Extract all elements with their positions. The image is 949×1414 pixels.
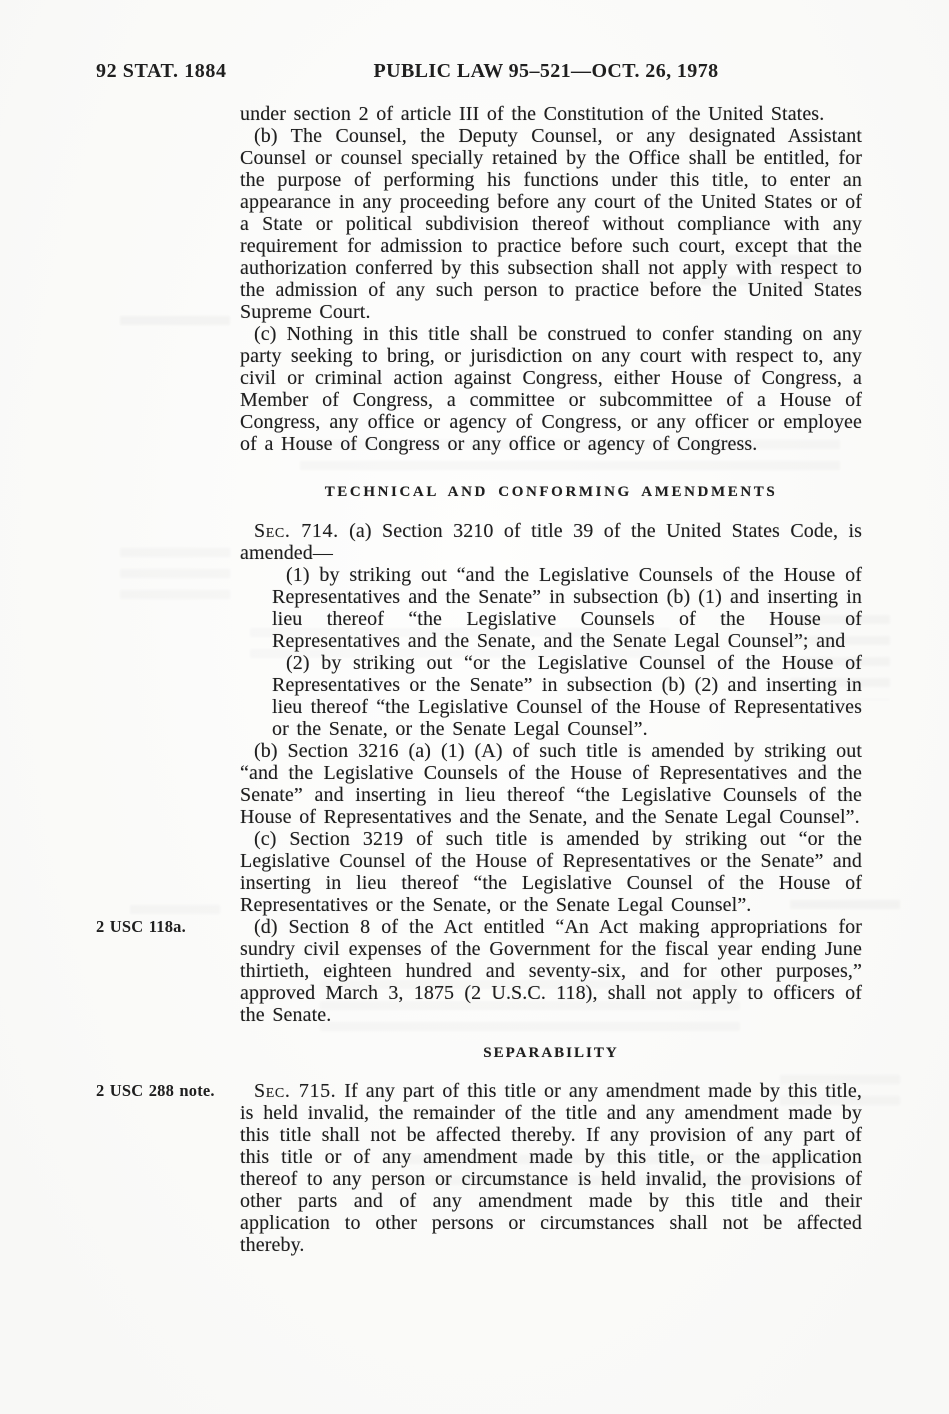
section-714-clause-1: (1) by striking out “and the Legislative Counsels of the House of Representatives and the Senate” in subsection (b) (1) and inserting in lieu thereof “the Legislative Counsels of the House of Representatives and the Senate, and the Senate Legal Counsel”; and (272, 564, 862, 652)
section-715-text: If any part of this title or any amendment made by this title, is held invalid, the remainder of the title and any amendment made by this title shall not be affected thereby. If any provision of any part of this title or of any amendment made by this title, or the application thereof to any person or circumstance is held invalid, the provisions of other parts and of any amendment made by this title and their application to other persons or circumstances shall not be affected thereby. (240, 1080, 862, 1256)
page-header (0, 60, 949, 90)
stat-citation: 92 STAT. 1884 (96, 60, 227, 82)
bleedthrough-artifact (120, 316, 230, 334)
paragraph-b-counsel-appearance: (b) The Counsel, the Deputy Counsel, or any designated Assistant Counsel or counsel specially retained by the Office shall be entitled, for the purpose of performing his functions under this title, to enter an appearance in any proceeding before any court of the United States or of a State or political subdivision thereof without compliance with any requirement for admission to practice before such court, except that the authorization conferred by this subsection shall not apply with respect to the admission of any such person to practice before the United States Supreme Court. (240, 125, 862, 323)
section-714-clause-2: (2) by striking out “or the Legislative Counsel of the House of Representatives or the Senate” in subsection (b) (2) and inserting in lieu thereof “the Legislative Counsel of the House of Representatives or the Senate, or the Senate Legal Counsel”. (272, 652, 862, 740)
section-715-separability (96, 1080, 862, 1256)
text-column (96, 103, 862, 1256)
margin-note-2-usc-288-note: 2 USC 288 note. (96, 1081, 215, 1100)
section-715-number: Sec. 715. (254, 1080, 337, 1102)
margin-note-2-usc-118a: 2 USC 118a. (96, 917, 186, 936)
section-714-subsection-d (96, 916, 862, 1026)
bleedthrough-artifact (120, 548, 230, 608)
section-714-subsection-c: (c) Section 3219 of such title is amended by striking out “or the Legislative Counsel of the House of Representatives or the Senate” and inserting in lieu thereof “the Legislative Counsel of the House of Representatives or the Senate, or the Senate Legal Counsel”. (240, 828, 862, 916)
section-714-intro (240, 520, 862, 564)
section-714-subsection-d-text: (d) Section 8 of the Act entitled “An Act making appropriations for sundry civil expenses of the Government for the fiscal year ending June thirtieth, eighteen hundred and seventy-six, and for other purposes,” approved March 3, 1875 (2 U.S.C. 118), shall not apply to officers of the Senate. (240, 916, 862, 1026)
section-714-subsection-b: (b) Section 3216 (a) (1) (A) of such title is amended by striking out “and the Legislative Counsels of the House of Representatives and the Senate” and inserting in lieu thereof “the Legislative Counsels of the House of Representatives and the Senate, and the Senate Legal Counsel”. (240, 740, 862, 828)
paragraph-c-no-standing: (c) Nothing in this title shall be construed to confer standing on any party seeking to bring, or jurisdiction on any court with respect to, any civil or criminal action against Congress, either House of Congress, a Member of Congress, a committee or subcommittee of a House of Congress, any office or agency of Congress, or any officer or employee of a House of Congress or any office or agency of Congress. (240, 323, 862, 455)
crossheading-separability: SEPARABILITY (483, 1045, 619, 1061)
intro-line: under section 2 of article III of the Constitution of the United States. (240, 103, 825, 125)
section-714-number: Sec. 714. (254, 520, 339, 542)
public-law-title: PUBLIC LAW 95–521—OCT. 26, 1978 (373, 60, 719, 82)
crossheading-technical-amendments: TECHNICAL AND CONFORMING AMENDMENTS (324, 484, 778, 500)
section-714-intro-text: (a) Section 3210 of title 39 of the United States Code, is amended— (240, 520, 862, 564)
